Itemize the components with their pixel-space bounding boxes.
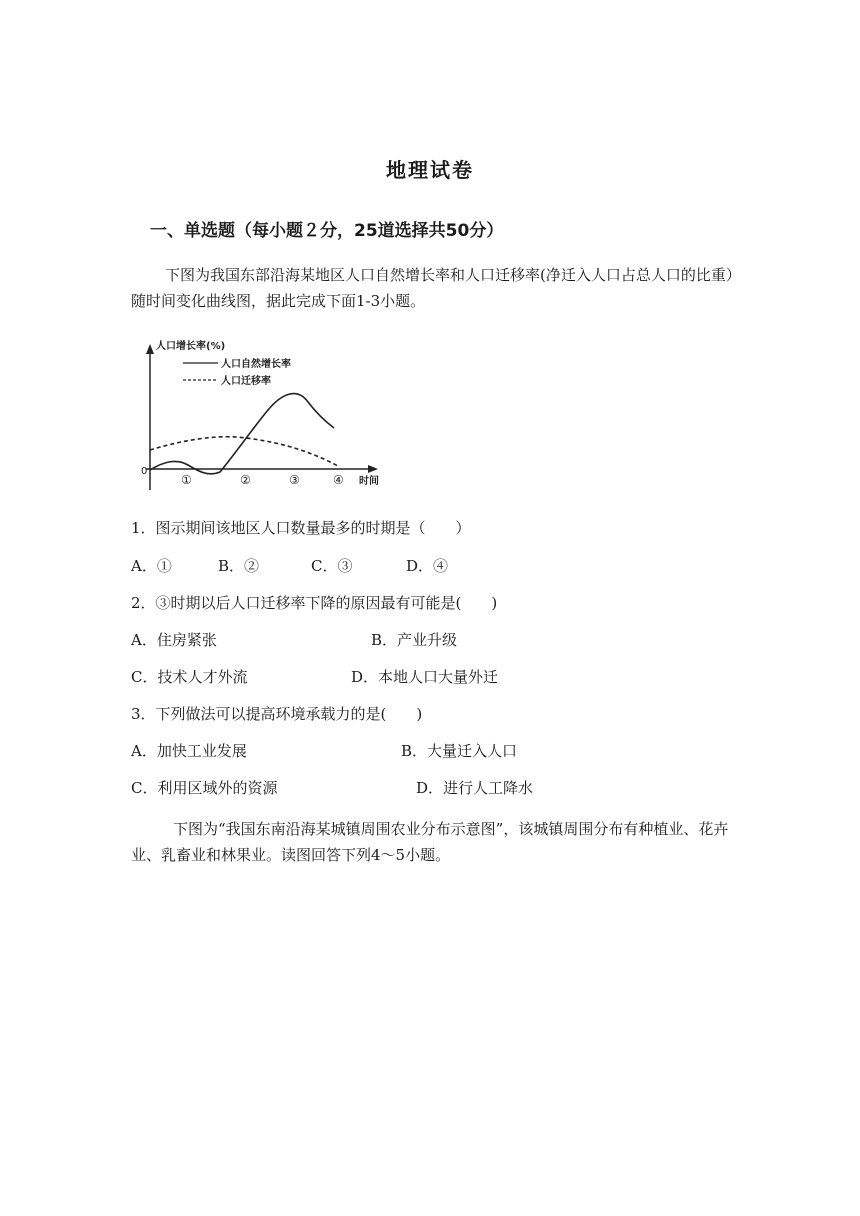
question-2-option-b[interactable]: B．产业升级	[371, 631, 458, 649]
section-heading: 一、单选题（每小题２分，25道选择共50分）	[150, 221, 504, 241]
intro-paragraph-1: 下图为我国东部沿海某地区人口自然增长率和人口迁移率(净迁入人口占总人口的比重）随时间变化曲线图，据此完成下面1-3小题。	[131, 266, 741, 310]
x-axis-label: 时间	[359, 476, 379, 487]
question-1-option-b[interactable]: B．②	[218, 557, 260, 575]
legend-migration: 人口迁移率	[221, 376, 271, 387]
tick-3: ③	[289, 473, 300, 487]
intro-paragraph-2: 下图为“我国东南沿海某城镇周围农业分布示意图”，该城镇周围分布有种植业、花卉业、乳畜业和林果业。读图回答下列4～5小题。	[131, 820, 729, 864]
question-3-option-c[interactable]: C．利用区域外的资源	[131, 779, 278, 797]
question-2-stem: 2．③时期以后人口迁移率下降的原因最有可能是( )	[131, 594, 498, 612]
question-3-option-b[interactable]: B．大量迁入人口	[401, 742, 518, 760]
question-1-option-c[interactable]: C．③	[311, 557, 353, 575]
question-2-option-c[interactable]: C．技术人才外流	[131, 668, 248, 686]
population-chart	[138, 330, 388, 495]
question-2-option-d[interactable]: D．本地人口大量外迁	[351, 668, 499, 686]
y-axis-label: 人口增长率(%)	[156, 341, 226, 352]
question-1-stem: 1．图示期间该地区人口数量最多的时期是（ ）	[131, 519, 471, 537]
question-1-option-a[interactable]: A．①	[131, 557, 172, 575]
question-3-stem: 3．下列做法可以提高环境承载力的是( )	[131, 705, 423, 723]
natural-growth-curve	[150, 394, 334, 474]
question-3-option-a[interactable]: A．加快工业发展	[131, 742, 247, 760]
question-2-option-a[interactable]: A．住房紧张	[131, 631, 217, 649]
tick-1: ①	[181, 473, 192, 487]
tick-2: ②	[240, 473, 251, 487]
zero-label: 0	[141, 466, 148, 477]
page-title: 地理试卷	[386, 158, 474, 182]
legend-natural-growth: 人口自然增长率	[221, 359, 291, 370]
y-axis-arrow	[146, 344, 154, 354]
question-3-option-d[interactable]: D．进行人工降水	[416, 779, 534, 797]
question-1-option-d[interactable]: D．④	[406, 557, 449, 575]
tick-4: ④	[333, 473, 344, 487]
x-axis-arrow	[368, 465, 378, 473]
